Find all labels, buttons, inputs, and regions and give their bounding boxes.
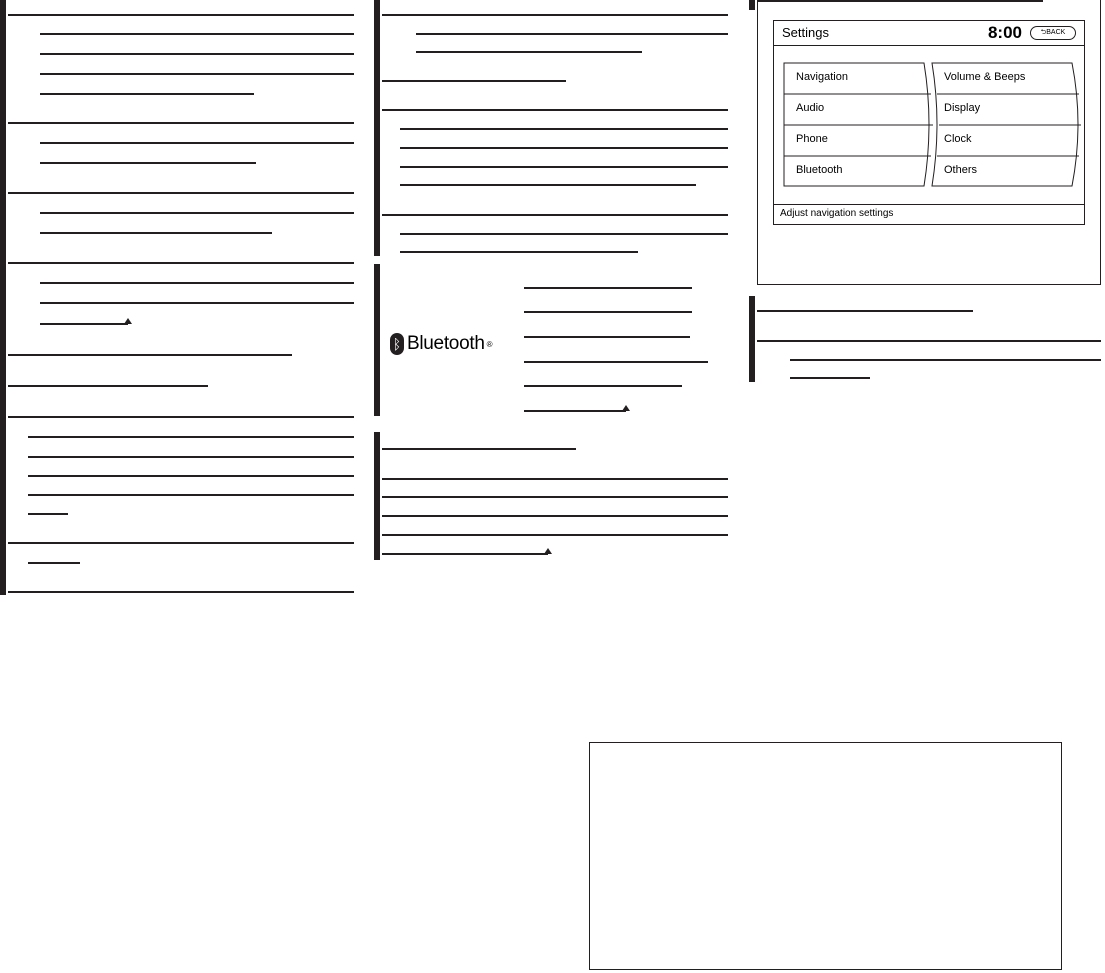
text-line	[400, 147, 728, 149]
text-line	[524, 385, 682, 387]
text-line	[40, 142, 354, 144]
text-line	[400, 184, 696, 186]
back-button-label: BACK	[1046, 29, 1066, 36]
text-line	[8, 122, 354, 124]
text-line	[382, 496, 728, 498]
text-line	[28, 456, 354, 458]
text-line	[524, 361, 708, 363]
registered-mark: ®	[486, 339, 493, 349]
text-line	[40, 302, 354, 304]
text-line	[8, 416, 354, 418]
menu-item-audio[interactable]: Audio	[796, 102, 825, 114]
text-line	[524, 287, 692, 289]
text-line	[8, 262, 354, 264]
text-line	[524, 410, 626, 412]
text-line	[8, 542, 354, 544]
text-line	[757, 310, 973, 312]
menu-item-volume-beeps[interactable]: Volume & Beeps	[944, 71, 1026, 83]
text-line	[400, 251, 638, 253]
text-line	[382, 448, 576, 450]
text-line	[40, 53, 354, 55]
text-line	[382, 515, 728, 517]
text-line	[757, 340, 1101, 342]
settings-screen	[773, 20, 1085, 225]
text-line	[400, 128, 728, 130]
text-line	[40, 93, 254, 95]
section-bar	[749, 296, 755, 382]
text-line	[28, 475, 354, 477]
menu-item-clock[interactable]: Clock	[944, 133, 972, 145]
section-bar	[749, 0, 755, 10]
menu-item-navigation[interactable]: Navigation	[796, 71, 848, 83]
text-line	[8, 192, 354, 194]
bluetooth-logo	[390, 333, 493, 355]
clock-display: 8:00	[987, 23, 1022, 42]
section-bar	[374, 0, 380, 256]
text-line	[40, 33, 354, 35]
back-arrow-icon: ⮌	[1040, 29, 1047, 36]
text-line	[8, 354, 292, 356]
text-line	[8, 591, 354, 593]
text-line	[382, 553, 548, 555]
text-line	[524, 311, 692, 313]
text-line	[8, 14, 354, 16]
status-divider	[774, 204, 1084, 205]
menu-item-bluetooth[interactable]: Bluetooth	[796, 164, 843, 176]
text-line	[416, 33, 728, 35]
menu-item-phone[interactable]: Phone	[796, 133, 828, 145]
text-line	[40, 73, 354, 75]
menu-item-display[interactable]: Display	[944, 102, 981, 114]
text-line	[400, 233, 728, 235]
continued-arrow-icon	[544, 548, 552, 554]
menu-frame	[774, 21, 1086, 226]
text-line	[8, 385, 208, 387]
section-bar	[374, 264, 380, 416]
text-line	[382, 534, 728, 536]
text-line	[28, 494, 354, 496]
text-line	[524, 336, 690, 338]
section-bar	[0, 0, 6, 595]
continued-arrow-icon	[124, 318, 132, 324]
bluetooth-wordmark: Bluetooth	[407, 333, 485, 354]
text-line	[40, 162, 256, 164]
text-line	[416, 51, 642, 53]
text-line	[28, 436, 354, 438]
status-text: Adjust navigation settings	[780, 208, 894, 219]
text-line	[382, 80, 566, 82]
menu-item-others[interactable]: Others	[944, 164, 978, 176]
text-line	[28, 513, 68, 515]
screen-title: Settings	[782, 25, 829, 40]
text-line	[382, 214, 728, 216]
text-line	[28, 562, 80, 564]
text-line	[382, 14, 728, 16]
text-line	[40, 212, 354, 214]
continued-arrow-icon	[622, 405, 630, 411]
text-line	[40, 232, 272, 234]
text-line	[790, 377, 870, 379]
bluetooth-icon: ᛒ	[390, 333, 404, 355]
text-line	[790, 359, 1101, 361]
text-line	[400, 166, 728, 168]
note-box	[589, 742, 1062, 970]
text-line	[382, 478, 728, 480]
section-bar	[374, 432, 380, 560]
text-line	[40, 282, 354, 284]
text-line	[382, 109, 728, 111]
text-line	[40, 323, 128, 325]
